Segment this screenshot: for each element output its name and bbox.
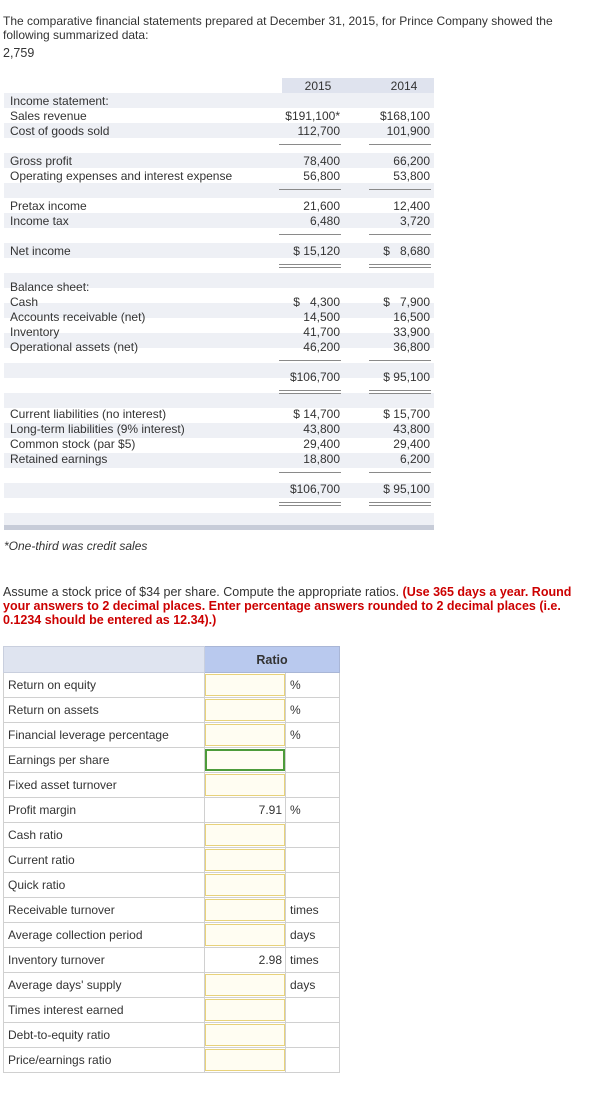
bs-label-op-assets: Operational assets (net): [10, 340, 139, 354]
bs-label-ar: Accounts receivable (net): [10, 310, 146, 324]
ratio-row: [4, 1023, 340, 1048]
ratio-header-blank: [4, 647, 205, 673]
bs-2015-retained: 18,800: [303, 452, 340, 466]
table-bottom-band: [4, 525, 434, 530]
ratio-row: [4, 673, 340, 698]
double-rule: [369, 264, 431, 265]
ratio-name-average-collection-period: Average collection period: [4, 923, 205, 948]
double-rule: [279, 505, 341, 506]
double-rule: [279, 264, 341, 265]
ratio-name-inventory-turnover: Inventory turnover: [4, 948, 205, 973]
year-2014-header: 2014: [390, 79, 418, 93]
ratio-unit: [286, 998, 340, 1023]
rule: [279, 360, 341, 361]
double-rule: [369, 390, 431, 391]
ratio-input-return-on-assets[interactable]: [205, 699, 285, 721]
ratio-input-earnings-per-share[interactable]: [205, 749, 285, 771]
bs-2014-retained: 6,200: [399, 452, 430, 466]
ratio-row: [4, 823, 340, 848]
rule: [369, 360, 431, 361]
ratio-name-average-days-supply: Average days' supply: [4, 973, 205, 998]
footnote: *One-third was credit sales: [4, 539, 148, 553]
ratio-name-debt-to-equity-ratio: Debt-to-equity ratio: [4, 1023, 205, 1048]
bs-2014-lt-liab: 43,800: [393, 422, 430, 436]
rule: [369, 234, 431, 235]
is-label-tax: Income tax: [10, 214, 69, 228]
ratio-row: [4, 948, 340, 973]
ratio-input-fixed-asset-turnover[interactable]: [205, 774, 285, 796]
bs-label-current-liab: Current liabilities (no interest): [10, 407, 167, 421]
bs-2014-ar: 16,500: [393, 310, 430, 324]
is-label-sales: Sales revenue: [10, 109, 87, 123]
ratio-row: [4, 698, 340, 723]
bs-label-retained: Retained earnings: [10, 452, 108, 466]
bs-2014-inventory: 33,900: [393, 325, 430, 339]
ratio-row: [4, 773, 340, 798]
is-label-net-income: Net income: [10, 244, 71, 258]
ratio-value-cell: [205, 1048, 286, 1073]
ratio-row: [4, 723, 340, 748]
year-2015-header: 2015: [304, 79, 332, 93]
double-rule: [279, 267, 341, 268]
is-2015-net-income: $ 15,120: [293, 244, 340, 258]
ratio-unit: days: [286, 973, 340, 998]
ratio-input-cash-ratio[interactable]: [205, 824, 285, 846]
ratio-value-profit-margin: 7.91: [258, 803, 282, 817]
ratio-row: [4, 748, 340, 773]
ratio-value-cell: [205, 748, 286, 773]
rule: [369, 144, 431, 145]
bs-2015-lt-liab: 43,800: [303, 422, 340, 436]
bs-2015-op-assets: 46,200: [303, 340, 340, 354]
ratio-value-cell: [205, 923, 286, 948]
ratio-row: [4, 798, 340, 823]
ratio-name-return-on-equity: Return on equity: [4, 673, 205, 698]
double-rule: [369, 267, 431, 268]
ratio-row: [4, 873, 340, 898]
ratio-table: [3, 646, 340, 1073]
ratio-unit: [286, 748, 340, 773]
ratio-input-current-ratio[interactable]: [205, 849, 285, 871]
ratio-unit: [286, 1048, 340, 1073]
bs-2014-common-stock: 29,400: [393, 437, 430, 451]
bs-2015-cash: $ 4,300: [293, 295, 340, 309]
ratio-name-return-on-assets: Return on assets: [4, 698, 205, 723]
is-2014-net-income: $ 8,680: [383, 244, 430, 258]
ratio-input-times-interest-earned[interactable]: [205, 999, 285, 1021]
ratio-input-average-days-supply[interactable]: [205, 974, 285, 996]
is-label-opex: Operating expenses and interest expense: [10, 169, 233, 183]
double-rule: [369, 505, 431, 506]
ratio-row: [4, 973, 340, 998]
bs-label-inventory: Inventory: [10, 325, 60, 339]
is-label-gross-profit: Gross profit: [10, 154, 73, 168]
ratio-input-return-on-equity[interactable]: [205, 674, 285, 696]
is-label-pretax: Pretax income: [10, 199, 87, 213]
ratio-name-fixed-asset-turnover: Fixed asset turnover: [4, 773, 205, 798]
ratio-input-average-collection-period[interactable]: [205, 924, 285, 946]
is-2015-gross-profit: 78,400: [303, 154, 340, 168]
ratio-unit: [286, 773, 340, 798]
ratio-value-cell: [205, 948, 286, 973]
double-rule: [369, 502, 431, 503]
row-band: [4, 183, 434, 198]
bs-2014-total-assets: $ 95,100: [383, 370, 430, 384]
row-band: [4, 393, 434, 408]
ratio-unit: [286, 873, 340, 898]
ratio-value-cell: [205, 1023, 286, 1048]
ratio-unit: %: [286, 698, 340, 723]
problem-number: 2,759: [3, 46, 35, 60]
financial-statements: [4, 78, 434, 530]
is-2014-cogs: 101,900: [386, 124, 430, 138]
ratio-row: [4, 898, 340, 923]
is-2014-opex: 53,800: [393, 169, 430, 183]
balance-sheet-heading: Balance sheet:: [10, 280, 90, 294]
bs-label-lt-liab: Long-term liabilities (9% interest): [10, 422, 185, 436]
bs-2014-total-liab-equity: $ 95,100: [383, 482, 430, 496]
double-rule: [279, 390, 341, 391]
rule: [369, 472, 431, 473]
ratio-value-cell: [205, 998, 286, 1023]
rule: [369, 189, 431, 190]
double-rule: [279, 393, 341, 394]
is-2015-opex: 56,800: [303, 169, 340, 183]
bs-label-cash: Cash: [10, 295, 39, 309]
ratio-value-cell: [205, 898, 286, 923]
ratio-name-financial-leverage-percentage: Financial leverage percentage: [4, 723, 205, 748]
ratio-unit: times: [286, 898, 340, 923]
ratio-value-cell: [205, 873, 286, 898]
bs-2015-total-liab-equity: $106,700: [289, 482, 340, 496]
ratio-value-cell: [205, 823, 286, 848]
ratio-input-quick-ratio[interactable]: [205, 874, 285, 896]
is-2014-gross-profit: 66,200: [393, 154, 430, 168]
ratio-input-debt-to-equity-ratio[interactable]: [205, 1024, 285, 1046]
ratio-unit: %: [286, 723, 340, 748]
bs-2015-ar: 14,500: [303, 310, 340, 324]
ratio-value-cell: [205, 698, 286, 723]
ratio-value-cell: [205, 973, 286, 998]
instructions-text: Assume a stock price of $34 per share. Compute the appropriate ratios.: [3, 585, 400, 599]
ratio-unit: [286, 823, 340, 848]
bs-2014-cash: $ 7,900: [383, 295, 430, 309]
is-2015-cogs: 112,700: [297, 124, 340, 138]
ratio-name-receivable-turnover: Receivable turnover: [4, 898, 205, 923]
ratio-row: [4, 1048, 340, 1073]
ratio-name-profit-margin: Profit margin: [4, 798, 205, 823]
ratio-value-cell: [205, 798, 286, 823]
ratio-unit: [286, 1023, 340, 1048]
ratio-value-cell: [205, 673, 286, 698]
bs-2015-common-stock: 29,400: [303, 437, 340, 451]
rule: [279, 189, 341, 190]
ratio-value-cell: [205, 848, 286, 873]
ratio-name-earnings-per-share: Earnings per share: [4, 748, 205, 773]
ratio-input-receivable-turnover[interactable]: [205, 899, 285, 921]
ratio-header: Ratio: [205, 647, 340, 673]
bs-2015-inventory: 41,700: [303, 325, 340, 339]
ratio-input-financial-leverage-percentage[interactable]: [205, 724, 285, 746]
ratio-unit: days: [286, 923, 340, 948]
ratio-unit: times: [286, 948, 340, 973]
ratio-value-inventory-turnover: 2.98: [258, 953, 282, 967]
ratio-name-quick-ratio: Quick ratio: [4, 873, 205, 898]
is-2014-pretax: 12,400: [393, 199, 430, 213]
rule: [279, 144, 341, 145]
is-2014-sales: $168,100: [379, 109, 430, 123]
ratio-name-times-interest-earned: Times interest earned: [4, 998, 205, 1023]
is-label-cogs: Cost of goods sold: [10, 124, 110, 138]
bs-label-common-stock: Common stock (par $5): [10, 437, 136, 451]
ratio-unit: %: [286, 673, 340, 698]
bs-2014-op-assets: 36,800: [393, 340, 430, 354]
ratio-row: [4, 923, 340, 948]
double-rule: [279, 502, 341, 503]
instructions: [3, 585, 601, 627]
is-2014-tax: 3,720: [399, 214, 430, 228]
problem-intro: The comparative financial statements prepared at December 31, 2015, for Prince Company showed the following summarized data:: [3, 14, 553, 42]
bs-2014-current-liab: $ 15,700: [383, 407, 430, 421]
ratio-input-price-earnings-ratio[interactable]: [205, 1049, 285, 1071]
ratio-name-cash-ratio: Cash ratio: [4, 823, 205, 848]
ratio-value-cell: [205, 773, 286, 798]
bs-2015-total-assets: $106,700: [289, 370, 340, 384]
ratio-row: [4, 848, 340, 873]
is-2015-tax: 6,480: [309, 214, 340, 228]
ratio-value-cell: [205, 723, 286, 748]
ratio-name-price-earnings-ratio: Price/earnings ratio: [4, 1048, 205, 1073]
is-2015-sales: $191,100*: [285, 109, 340, 123]
double-rule: [369, 393, 431, 394]
rule: [279, 472, 341, 473]
instructions-rounding-note: (Use 365 days a year. Round your answers to 2 decimal places. Enter percentage answers rounded to 2 decimal places (i.e. 0.1234 should be entered as 12.34).): [3, 585, 572, 627]
ratio-unit: %: [286, 798, 340, 823]
income-statement-heading: Income statement:: [10, 94, 109, 108]
rule: [279, 234, 341, 235]
is-2015-pretax: 21,600: [303, 199, 340, 213]
bs-2015-current-liab: $ 14,700: [293, 407, 340, 421]
ratio-row: [4, 998, 340, 1023]
ratio-name-current-ratio: Current ratio: [4, 848, 205, 873]
ratio-unit: [286, 848, 340, 873]
